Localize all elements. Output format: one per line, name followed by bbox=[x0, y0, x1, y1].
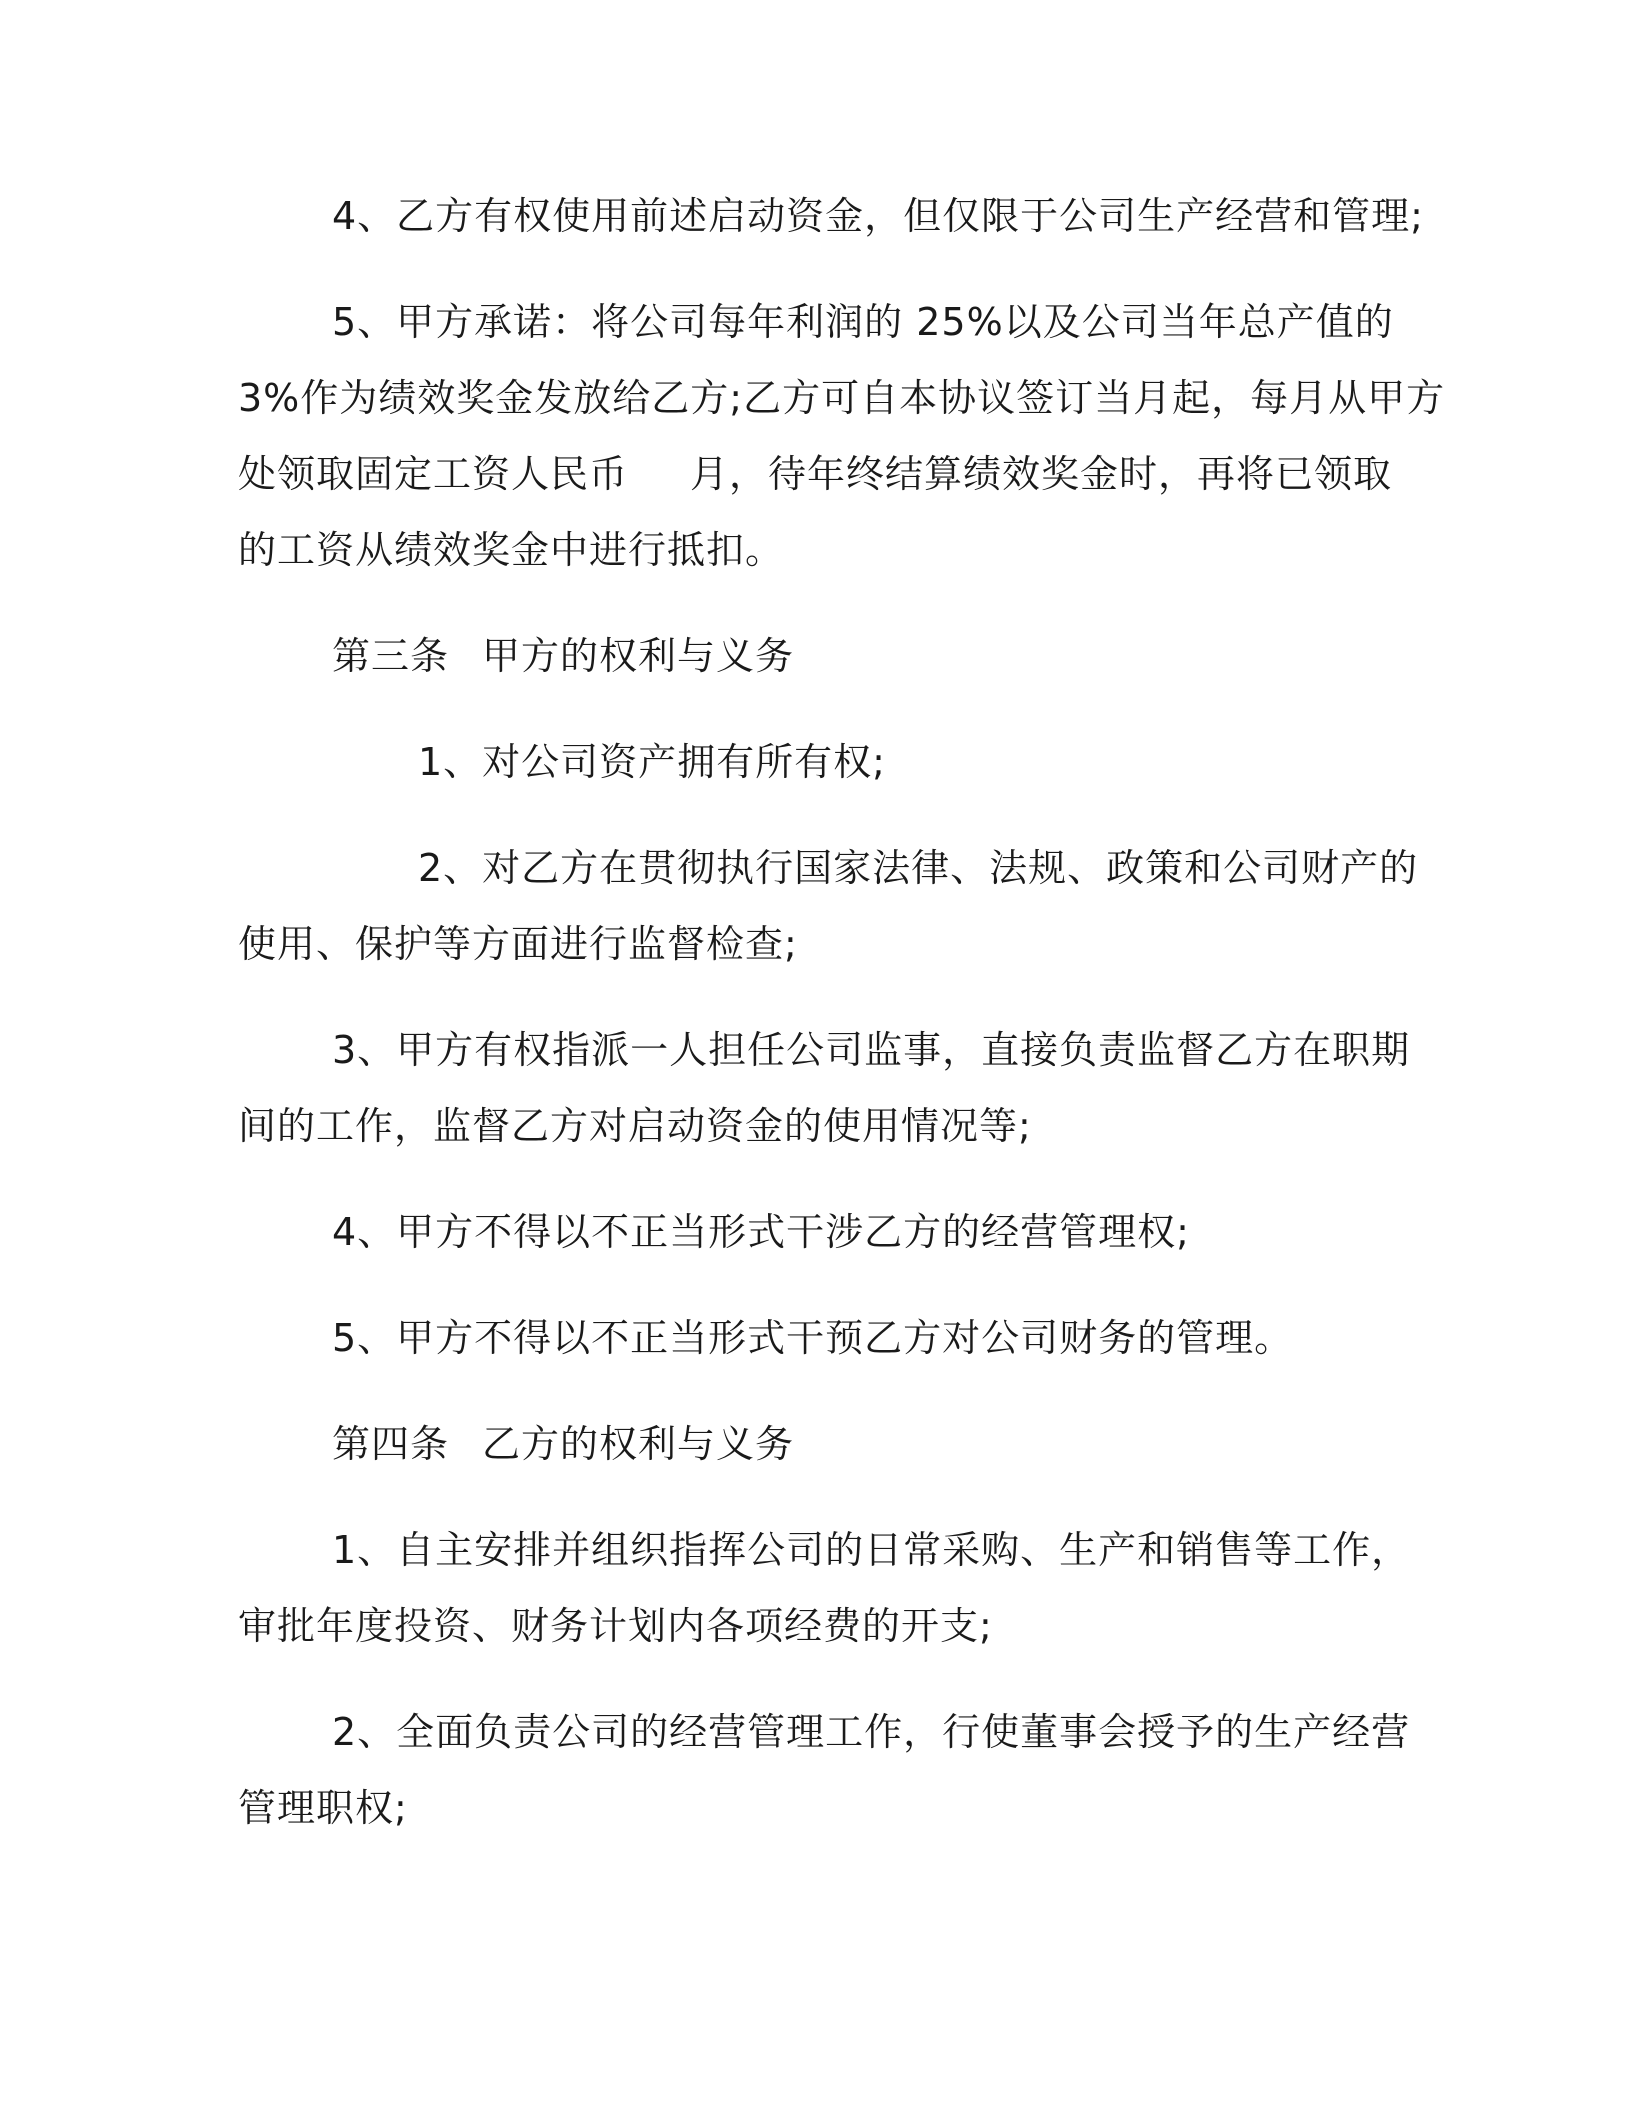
section-title: 乙方的权利与义务 bbox=[482, 1422, 795, 1466]
section-number: 第四条 bbox=[332, 1422, 450, 1466]
paragraph-line: 1、对公司资产拥有所有权; bbox=[418, 740, 886, 784]
paragraph-line: 5、甲方不得以不正当形式干预乙方对公司财务的管理。 bbox=[332, 1316, 1294, 1360]
paragraph-line: 审批年度投资、财务计划内各项经费的开支; bbox=[238, 1604, 993, 1648]
paragraph-line: 4、乙方有权使用前述启动资金，但仅限于公司生产经营和管理; bbox=[332, 194, 1424, 238]
paragraph-line: 使用、保护等方面进行监督检查; bbox=[238, 922, 798, 966]
paragraph-line: 月，待年终结算绩效奖金时，再将已领取 bbox=[690, 452, 1393, 496]
paragraph-line: 间的工作，监督乙方对启动资金的使用情况等; bbox=[238, 1104, 1032, 1148]
section-number: 第三条 bbox=[332, 634, 450, 678]
paragraph-line: 的工资从绩效奖金中进行抵扣。 bbox=[238, 528, 785, 572]
paragraph-line: 管理职权; bbox=[238, 1786, 408, 1830]
paragraph-line: 3%作为绩效奖金发放给乙方;乙方可自本协议签订当月起，每月从甲方 bbox=[238, 376, 1446, 420]
paragraph-line: 2、全面负责公司的经营管理工作，行使董事会授予的生产经营 bbox=[332, 1710, 1411, 1754]
paragraph-line: 2、对乙方在贯彻执行国家法律、法规、政策和公司财产的 bbox=[418, 846, 1419, 890]
paragraph-line: 3、甲方有权指派一人担任公司监事，直接负责监督乙方在职期 bbox=[332, 1028, 1411, 1072]
section-title: 甲方的权利与义务 bbox=[482, 634, 795, 678]
paragraph-line: 5、甲方承诺：将公司每年利润的 25%以及公司当年总产值的 bbox=[332, 300, 1394, 344]
paragraph-line: 4、甲方不得以不正当形式干涉乙方的经营管理权; bbox=[332, 1210, 1190, 1254]
paragraph-line: 处领取固定工资人民币 bbox=[238, 452, 629, 496]
paragraph-line: 1、自主安排并组织指挥公司的日常采购、生产和销售等工作， bbox=[332, 1528, 1411, 1572]
